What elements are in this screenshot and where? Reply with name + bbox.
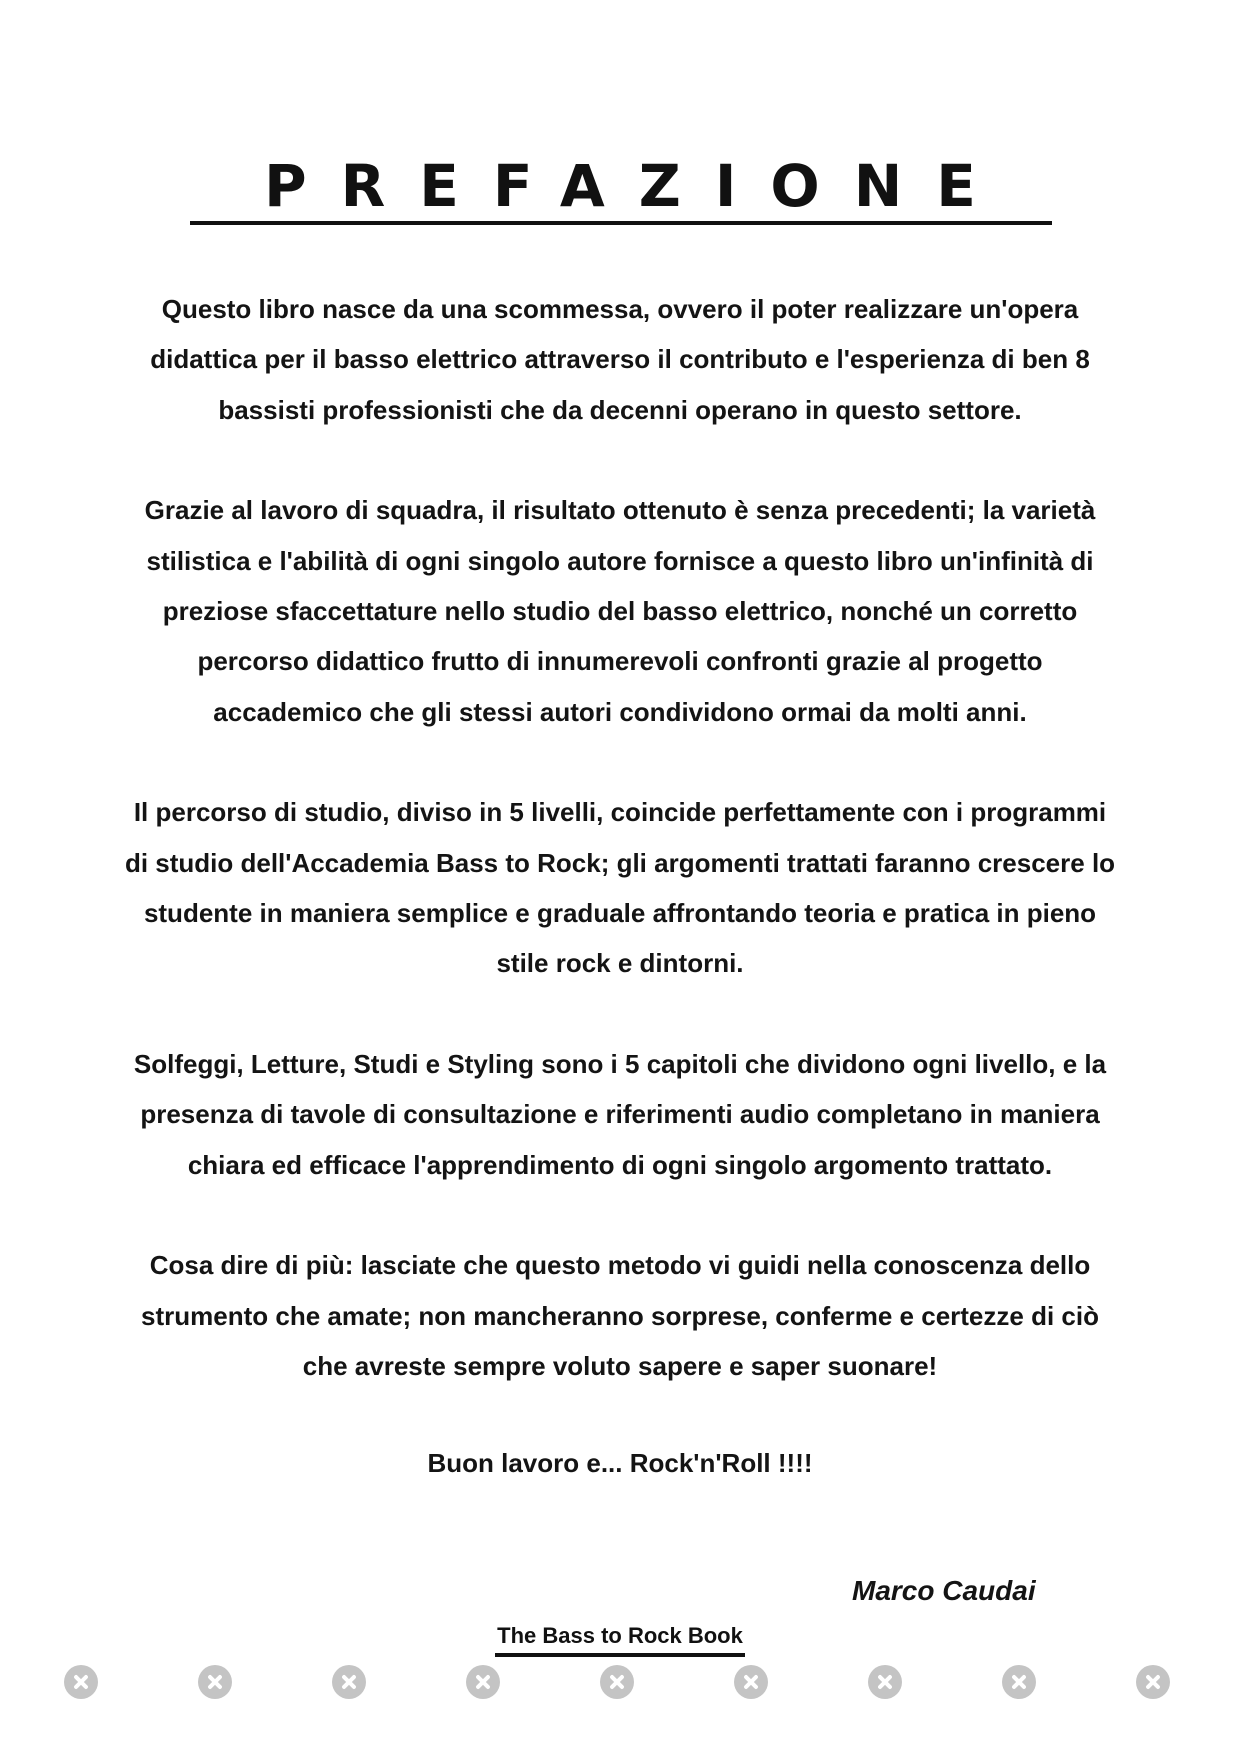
preface-body <box>100 284 1140 1441</box>
footer-book-title: The Bass to Rock Book <box>495 1621 745 1657</box>
preface-paragraph-2: Grazie al lavoro di squadra, il risultato ottenuto è senza precedenti; la varietà stilistica e l'abilità di ogni singolo autore fornisce a questo libro un'infinità di preziose sfaccettature nello studio del basso elettrico, nonché un corretto percorso didattico frutto di innumerevoli confronti grazie al progetto accademico che gli stessi autori condividono ormai da molti anni. <box>144 495 1096 727</box>
footer <box>0 1621 1240 1657</box>
preface-paragraph-3: Il percorso di studio, diviso in 5 livelli, coincide perfettamente con i programmi di studio dell'Accademia Bass to Rock; gli argomenti trattati faranno crescere lo studente in maniera semplice e graduale affrontando teoria e pratica in pieno stile rock e dintorni. <box>124 797 1116 979</box>
close-icon[interactable] <box>466 1665 500 1699</box>
preface-paragraph-4: Solfeggi, Letture, Studi e Styling sono i 5 capitoli che dividono ogni livello, e la presenza di tavole di consultazione e riferimenti audio completano in maniera chiara ed efficace l'apprendimento di ogni singolo argomento trattato. <box>133 1048 1107 1180</box>
close-icon-row <box>0 1665 1240 1705</box>
close-icon[interactable] <box>868 1665 902 1699</box>
close-icon[interactable] <box>1002 1665 1036 1699</box>
close-icon[interactable] <box>64 1665 98 1699</box>
preface-paragraph-5: Cosa dire di più: lasciate che questo metodo vi guidi nella conoscenza dello strumento che amate; non mancheranno sorprese, conferme e certezze di ciò che avreste sempre voluto sapere e saper suonare! <box>141 1250 1099 1381</box>
close-icon[interactable] <box>1136 1665 1170 1699</box>
title-divider <box>190 221 1052 225</box>
author-signature: Marco Caudai <box>852 1575 1036 1606</box>
close-icon[interactable] <box>198 1665 232 1699</box>
preface-paragraph-1: Questo libro nasce da una scommessa, ovvero il poter realizzare un'opera didattica per il basso elettrico attraverso il contributo e l'esperienza di ben 8 bassisti professionisti che da decenni operano in questo settore. <box>150 294 1090 425</box>
close-icon[interactable] <box>332 1665 366 1699</box>
closing-line: Buon lavoro e... Rock'n'Roll !!!! <box>427 1448 813 1478</box>
close-icon[interactable] <box>734 1665 768 1699</box>
close-icon[interactable] <box>600 1665 634 1699</box>
page-title: PREFAZIONE <box>264 151 1010 220</box>
